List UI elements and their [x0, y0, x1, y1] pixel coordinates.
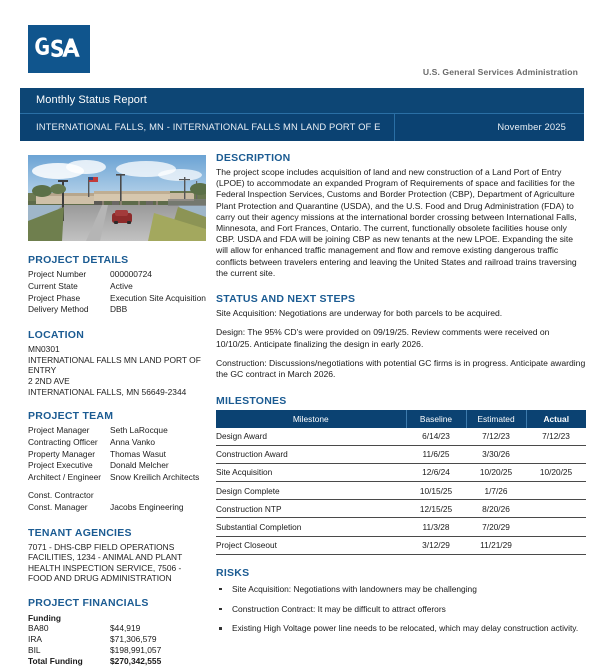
detail-key: Delivery Method [28, 304, 89, 315]
team-role: Architect / Engineer [28, 472, 102, 483]
cell-baseline: 6/14/23 [406, 428, 466, 446]
cell-estimated: 8/20/26 [466, 500, 526, 518]
cell-baseline: 12/15/25 [406, 500, 466, 518]
team-role: Property Manager [28, 448, 96, 459]
funding-amount: $71,306,579 [110, 633, 157, 644]
project-financials-heading: PROJECT FINANCIALS [28, 596, 149, 609]
status-next-steps-heading: STATUS AND NEXT STEPS [216, 293, 356, 306]
table-header-row [216, 410, 586, 428]
spacer [28, 514, 206, 527]
cell-actual: 10/20/25 [526, 463, 586, 481]
detail-value: DBB [110, 304, 128, 315]
status-paragraph: Site Acquisition: Negotiations are underway for both parcels to be acquired. [216, 308, 503, 319]
spacer [28, 316, 206, 329]
team-row [28, 437, 206, 448]
team-role: Const. Manager [28, 501, 88, 512]
project-title: INTERNATIONAL FALLS, MN - INTERNATIONAL FALLS MN LAND PORT OF E [36, 121, 381, 132]
funding-source: BIL [28, 644, 41, 655]
risk-item: Existing High Voltage power line needs to be relocated, which may delay construction activity. [216, 623, 586, 634]
project-team-list [28, 425, 206, 512]
detail-value: Active [110, 280, 133, 291]
funding-row [28, 634, 206, 645]
team-role: Project Executive [28, 460, 93, 471]
team-row [28, 502, 206, 513]
funding-amount: $44,919 [110, 622, 141, 633]
funding-total-label: Total Funding [28, 655, 83, 666]
cell-estimated: 3/30/26 [466, 445, 526, 463]
cell-actual [526, 482, 586, 500]
cell-actual: 7/12/23 [526, 428, 586, 446]
funding-list [28, 623, 206, 667]
project-title-bar [20, 114, 584, 141]
description-heading: DESCRIPTION [216, 152, 291, 164]
gsa-logo-icon [28, 25, 90, 73]
cell-milestone: Design Award [216, 428, 406, 446]
funding-source: IRA [28, 633, 42, 644]
cell-estimated: 7/12/23 [466, 428, 526, 446]
project-team-heading: PROJECT TEAM [28, 410, 114, 423]
tenant-agencies-text: 7071 - DHS-CBP FIELD OPERATIONS FACILITIES, 1234 - ANIMAL AND PLANT HEALTH INSPECTION SERVICE, 7506 - FOOD AND DRUG ADMINISTRATION [28, 541, 183, 584]
table-row [216, 482, 586, 500]
project-photo [28, 155, 206, 241]
spacer [28, 584, 206, 597]
report-period: November 2025 [497, 121, 566, 132]
location-heading: LOCATION [28, 329, 85, 342]
status-paragraph: Construction: Discussions/negotiations with potential GC firms is in progress. Anticipate awarding the GC contract in March 2026. [216, 357, 586, 380]
detail-row [28, 293, 206, 304]
funding-source: BA80 [28, 622, 49, 633]
funding-subheading: Funding [28, 612, 62, 623]
column-header-baseline: Baseline [406, 410, 466, 428]
table-row [216, 500, 586, 518]
cell-actual [526, 518, 586, 536]
milestones-table-body [216, 428, 586, 555]
cell-baseline: 10/15/25 [406, 482, 466, 500]
cell-milestone: Site Acquisition [216, 463, 406, 481]
team-row [28, 490, 206, 501]
risks-heading: RISKS [216, 566, 250, 579]
column-header-actual: Actual [526, 410, 586, 428]
team-role: Project Manager [28, 425, 90, 436]
bar-divider [394, 114, 395, 141]
cell-estimated: 7/20/29 [466, 518, 526, 536]
team-row [28, 425, 206, 436]
milestones-heading: MILESTONES [216, 394, 287, 407]
detail-row [28, 269, 206, 280]
risk-item: Construction Contract: It may be difficult to attract offerors [216, 604, 586, 615]
cell-baseline: 3/12/29 [406, 536, 466, 554]
tenant-agencies-heading: TENANT AGENCIES [28, 526, 132, 539]
team-row [28, 449, 206, 460]
table-row [216, 463, 586, 481]
spacer [216, 555, 586, 567]
team-role: Const. Contractor [28, 490, 94, 500]
spacer [28, 397, 206, 410]
table-row [216, 445, 586, 463]
location-line: 2 2ND AVE [28, 375, 70, 386]
funding-row [28, 645, 206, 656]
report-title-bar [20, 88, 584, 114]
funding-row [28, 623, 206, 634]
table-row [216, 536, 586, 554]
spacer [216, 279, 586, 293]
status-next-steps-body [216, 308, 586, 380]
right-column [216, 152, 586, 643]
location-line: INTERNATIONAL FALLS MN LAND PORT OF ENTRY [28, 354, 201, 376]
milestones-table [216, 410, 586, 555]
team-person: Seth LaRocque [110, 425, 168, 436]
column-header-estimated: Estimated [466, 410, 526, 428]
detail-key: Project Number [28, 269, 87, 279]
location-line: INTERNATIONAL FALLS, MN 56649-2344 [28, 386, 187, 397]
detail-key: Current State [28, 280, 78, 291]
detail-row [28, 304, 206, 315]
team-person: Anna Vanko [110, 436, 156, 447]
team-person: Thomas Wasut [110, 448, 167, 459]
project-details-list [28, 269, 206, 315]
location-line: MN0301 [28, 344, 60, 355]
team-person: Snow Kreilich Architects [110, 472, 200, 483]
location-block [28, 344, 206, 397]
left-column [28, 155, 206, 667]
cell-estimated: 10/20/25 [466, 463, 526, 481]
detail-row [28, 281, 206, 292]
cell-baseline: 11/3/28 [406, 518, 466, 536]
detail-key: Project Phase [28, 292, 81, 303]
team-row [28, 460, 206, 471]
spacer [216, 381, 586, 395]
table-row [216, 518, 586, 536]
cell-estimated: 1/7/26 [466, 482, 526, 500]
cell-milestone: Project Closeout [216, 536, 406, 554]
team-role: Contracting Officer [28, 436, 98, 447]
spacer [28, 241, 206, 254]
cell-milestone: Design Complete [216, 482, 406, 500]
cell-actual [526, 536, 586, 554]
cell-actual [526, 445, 586, 463]
project-details-heading: PROJECT DETAILS [28, 254, 129, 266]
team-person: Donald Melcher [110, 460, 169, 471]
status-paragraph: Design: The 95% CD's were provided on 09/19/25. Review comments were received on 10/10/25. Anticipate finalizing the design in early 2026. [216, 327, 550, 349]
funding-total-row [28, 656, 206, 667]
cell-actual [526, 500, 586, 518]
detail-value: 000000724 [110, 269, 152, 279]
cell-estimated: 11/21/29 [466, 536, 526, 554]
milestones-table-head [216, 410, 586, 428]
description-text: The project scope includes acquisition of land and new construction of a Land Port of Entry (LPOE) to accommodate an expanded Program of Requirements of space and facilities for the Federal Inspection Services, Customs and Border Protection (CBP), Department of Agriculture Plant Protection and Quarantine (USDA), and the U.S. Food and Drug Administration (FDA) to carry out their agency missions at the international border crossing between International Falls, Minnesota, and Fort Frances, Ontario. The current, functionally obsolete facilities house only CBP. USDA and FDA will be joining CBP as new tenants at the new LPOE. Expanding the site will allow for enhanced traffic management and flow and remove existing dangerous traffic conflicts between travelers entering and leaving the United States and railroad trains traversing the current site. [216, 167, 577, 278]
funding-total-amount: $270,342,555 [110, 655, 162, 666]
team-row [28, 472, 206, 483]
masthead [0, 0, 604, 88]
report-title: Monthly Status Report [36, 94, 147, 106]
cell-milestone: Construction Award [216, 445, 406, 463]
cell-baseline: 11/6/25 [406, 445, 466, 463]
cell-milestone: Construction NTP [216, 500, 406, 518]
cell-baseline: 12/6/24 [406, 463, 466, 481]
table-row [216, 428, 586, 446]
detail-value: Execution Site Acquisition [110, 292, 206, 303]
team-person: Jacobs Engineering [110, 501, 184, 512]
risks-list [216, 584, 586, 634]
column-header-milestone: Milestone [216, 410, 406, 428]
cell-milestone: Substantial Completion [216, 518, 406, 536]
agency-name: U.S. General Services Administration [422, 67, 578, 77]
risk-item: Site Acquisition: Negotiations with landowners may be challenging [216, 584, 586, 595]
funding-amount: $198,991,057 [110, 644, 162, 655]
